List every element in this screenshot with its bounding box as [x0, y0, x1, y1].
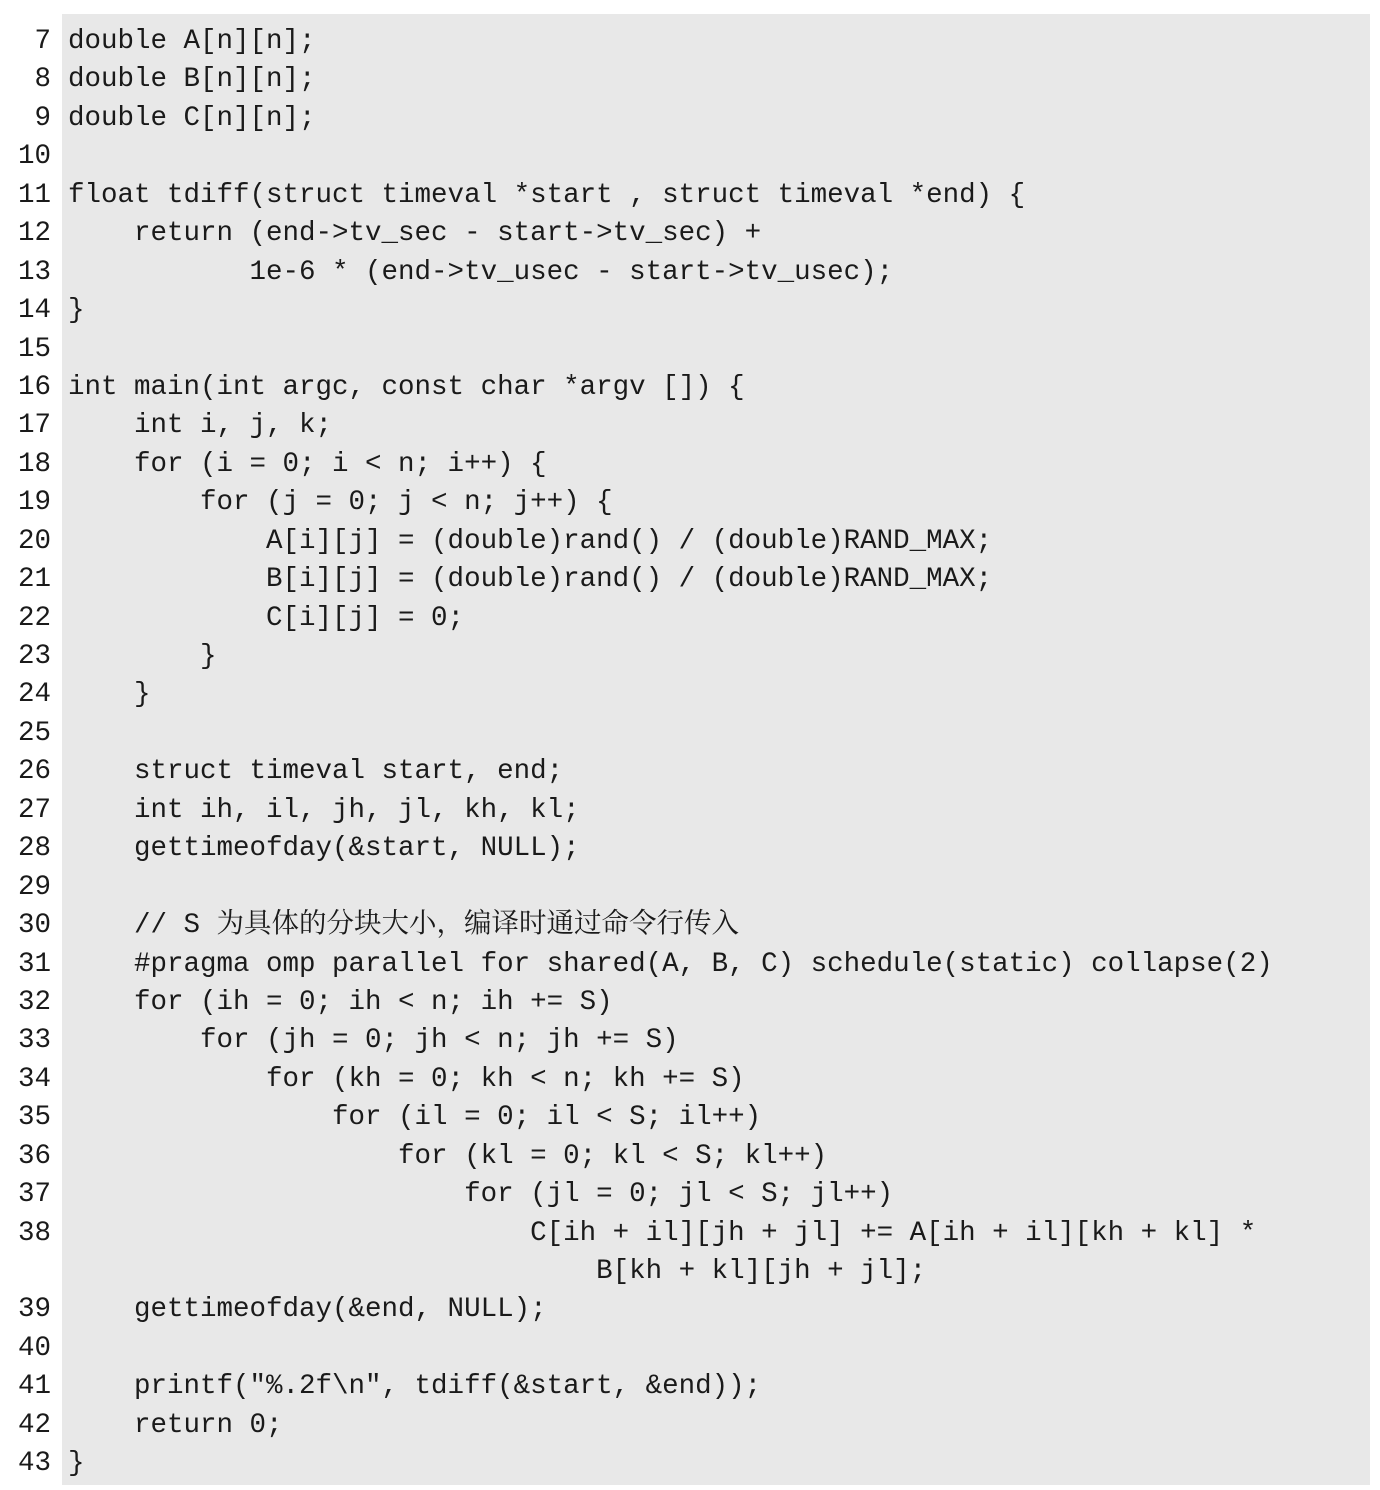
line-number: 32	[17, 986, 51, 1018]
line-number: 25	[17, 717, 51, 749]
line-number: 31	[17, 948, 51, 980]
line-number: 24	[17, 679, 51, 711]
line-number: 42	[17, 1409, 51, 1441]
code-text: for (j = 0; j < n; j++) {	[68, 487, 613, 519]
line-number: 28	[17, 833, 51, 865]
code-text: for (kh = 0; kh < n; kh += S)	[68, 1063, 745, 1095]
code-text: for (i = 0; i < n; i++) {	[68, 448, 547, 480]
code-text: }	[68, 1448, 85, 1480]
code-text: C[ih + il][jh + jl] += A[ih + il][kh + kl] *	[68, 1217, 1257, 1249]
line-number: 11	[17, 179, 51, 211]
line-number: 19	[17, 487, 51, 519]
line-number: 7	[34, 26, 51, 57]
code-text: for (kl = 0; kl < S; kl++)	[68, 1140, 828, 1172]
code-text: gettimeofday(&end, NULL);	[68, 1294, 547, 1326]
code-text: }	[68, 295, 85, 327]
line-number: 14	[17, 295, 51, 327]
line-number: 26	[17, 756, 51, 788]
line-number: 38	[17, 1217, 51, 1249]
line-number: 30	[17, 910, 51, 942]
line-number: 34	[17, 1063, 51, 1095]
line-number: 21	[17, 564, 51, 596]
code-text: return (end->tv_sec - start->tv_sec) +	[68, 218, 762, 250]
code-text: // S 为具体的分块大小，编译时通过命令行传入	[68, 910, 740, 942]
line-number: 37	[17, 1179, 51, 1211]
code-text: return 0;	[68, 1409, 283, 1441]
code-text: B[kh + kl][jh + jl];	[68, 1256, 927, 1287]
code-text: A[i][j] = (double)rand() / (double)RAND_MAX;	[68, 525, 993, 557]
line-number: 29	[17, 871, 51, 903]
line-number: 40	[17, 1332, 51, 1364]
code-text: printf("%.2f\n", tdiff(&start, &end));	[68, 1371, 762, 1403]
line-number: 41	[17, 1371, 51, 1403]
line-number: 9	[34, 102, 51, 134]
code-text: int main(int argc, const char *argv []) {	[68, 371, 745, 403]
line-number: 17	[17, 410, 51, 442]
code-text: struct timeval start, end;	[68, 756, 564, 788]
code-text: C[i][j] = 0;	[68, 602, 465, 634]
line-number: 35	[17, 1102, 51, 1134]
code-text: double B[n][n];	[68, 64, 316, 96]
code-text: #pragma omp parallel for shared(A, B, C) schedule(static) collapse(2)	[68, 948, 1273, 980]
line-number: 20	[17, 525, 51, 557]
code-text: }	[68, 641, 217, 672]
code-text: int ih, il, jh, jl, kh, kl;	[68, 794, 580, 826]
line-number: 43	[17, 1448, 51, 1480]
code-text: for (jl = 0; jl < S; jl++)	[68, 1179, 894, 1211]
code-text: for (il = 0; il < S; il++)	[68, 1102, 762, 1134]
line-number: 16	[17, 371, 51, 403]
code-text: B[i][j] = (double)rand() / (double)RAND_MAX;	[68, 564, 993, 596]
line-number: 13	[17, 256, 51, 288]
line-number: 22	[17, 602, 51, 634]
line-number: 8	[34, 64, 51, 96]
line-number: 36	[17, 1140, 51, 1172]
code-text: for (ih = 0; ih < n; ih += S)	[68, 986, 613, 1018]
code-text: double A[n][n];	[68, 26, 316, 57]
code-text: float tdiff(struct timeval *start , struct timeval *end) {	[68, 179, 1026, 211]
line-number: 10	[17, 141, 51, 173]
line-number: 18	[17, 448, 51, 480]
line-number: 27	[17, 794, 51, 826]
line-number: 15	[17, 333, 51, 365]
code-text: double C[n][n];	[68, 102, 316, 134]
line-number: 33	[17, 1025, 51, 1057]
line-number: 23	[17, 641, 51, 672]
code-text: for (jh = 0; jh < n; jh += S)	[68, 1025, 679, 1057]
code-text: }	[68, 679, 151, 711]
line-number: 12	[17, 218, 51, 250]
code-text: int i, j, k;	[68, 410, 333, 442]
code-text: gettimeofday(&start, NULL);	[68, 833, 580, 865]
code-text: 1e-6 * (end->tv_usec - start->tv_usec);	[68, 256, 894, 288]
line-number: 39	[17, 1294, 51, 1326]
